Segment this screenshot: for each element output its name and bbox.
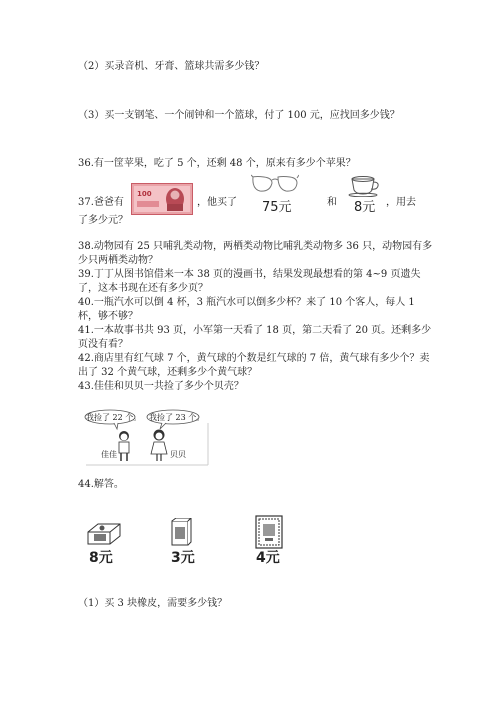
question-37-part3: 和 xyxy=(327,197,337,208)
question-43: 43.佳佳和贝贝一共捡了多少个贝壳？ xyxy=(78,381,244,392)
question-42-line1: 42.商店里有红气球 7 个，黄气球的个数是红气球的 7 倍，黄气球有多少个？卖 xyxy=(78,353,430,364)
question-38-line2: 少只两栖类动物？ xyxy=(78,255,158,266)
glasses-image xyxy=(251,173,299,195)
name-beibei: 贝贝 xyxy=(170,450,186,459)
question-39-line1: 39.丁丁从图书馆借来一本 38 页的漫画书，结果发现最想看的第 4~9 页遗失 xyxy=(78,269,421,280)
question-40-line2: 杯，够不够？ xyxy=(78,311,138,322)
price-item-1: 8元 xyxy=(89,550,113,566)
question-2: （2）买录音机、牙膏、篮球共需多少钱？ xyxy=(78,61,265,72)
question-37-part2: ，他买了 xyxy=(197,197,237,208)
question-37-part5: 了多少元？ xyxy=(78,215,128,226)
question-3: （3）买一支钢笔、一个闹钟和一个篮球，付了 100 元，应找回多少钱？ xyxy=(78,110,400,121)
cup-price: 8元 xyxy=(354,200,376,215)
speech-bubble-jiajia: 我捡了 22 个。 xyxy=(86,413,142,422)
question-36: 36.有一筐苹果，吃了 5 个，还剩 48 个，原来有多少个苹果？ xyxy=(78,158,356,169)
question-40-line1: 40.一瓶汽水可以倒 4 杯，3 瓶汽水可以倒多少杯？来了 10 个客人，每人 1 xyxy=(78,297,415,308)
small-box-image xyxy=(170,518,192,548)
question-41-line1: 41.一本故事书共 93 页，小军第一天看了 18 页，第二天看了 20 页。还剩多少 xyxy=(78,325,432,336)
name-jiajia: 佳佳 xyxy=(101,450,117,459)
question-37-part1: 37.爸爸有 xyxy=(78,197,124,208)
framed-item-image xyxy=(255,515,283,549)
question-38-line1: 38.动物园有 25 只哺乳类动物，两栖类动物比哺乳类动物多 36 只，动物园有多 xyxy=(78,241,433,252)
question-42-line2: 出了 32 个黄气球，还剩多少个黄气球？ xyxy=(78,367,258,378)
cup-image xyxy=(348,173,382,197)
question-44-1: （1）买 3 块橡皮，需要多少钱？ xyxy=(78,598,228,609)
glasses-price: 75元 xyxy=(262,200,292,215)
price-item-2: 3元 xyxy=(171,550,195,566)
price-item-3: 4元 xyxy=(256,550,280,566)
question-44: 44.解答。 xyxy=(78,479,124,490)
question-39-line2: 了，这本书现在还有多少页？ xyxy=(78,283,208,294)
banknote-100-image xyxy=(131,183,193,215)
speech-bubble-beibei: 我捡了 23 个。 xyxy=(149,413,205,422)
question-37-part4: ，用去 xyxy=(386,197,416,208)
banknote-value: 100 xyxy=(137,190,152,198)
question-41-line2: 页没有看？ xyxy=(78,339,128,350)
eraser-pack-image xyxy=(86,518,122,548)
